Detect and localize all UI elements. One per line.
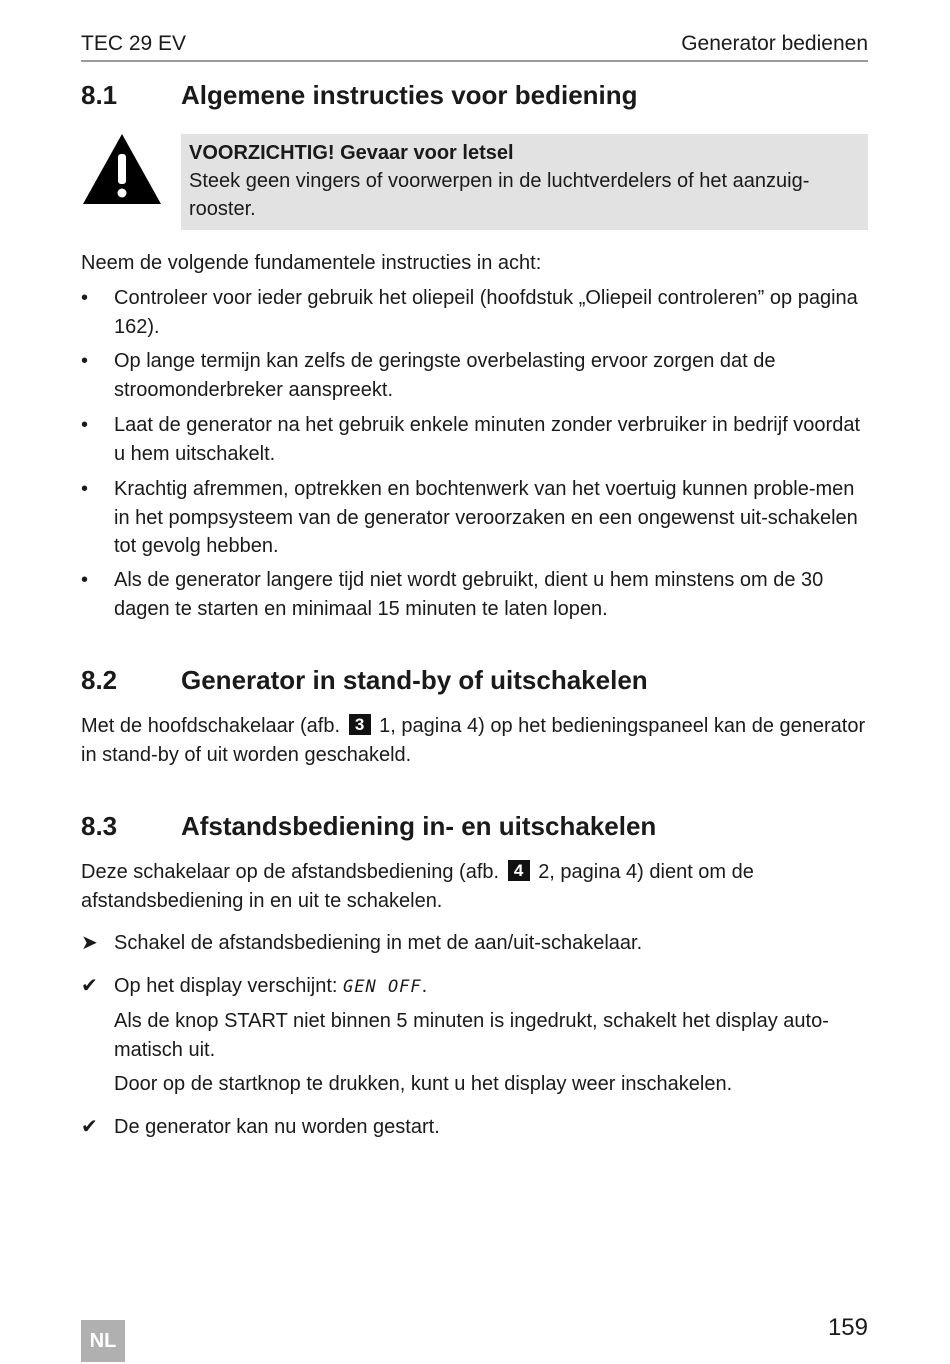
checkmark-icon: ✔ bbox=[81, 1116, 98, 1138]
paragraph-text: 1, pagina 4) op het bedieningspaneel kan de generator in stand-by of uit worden geschakeld. bbox=[81, 715, 866, 766]
paragraph-text: 2, pagina 4) dient om de afstandsbediening in en uit te schakelen. bbox=[81, 861, 754, 912]
standby-paragraph bbox=[81, 712, 868, 769]
caution-title: VOORZICHTIG! Gevaar voor letsel bbox=[189, 142, 514, 164]
instructions-intro: Neem de volgende fundamentele instructies in acht: bbox=[81, 252, 542, 274]
result-text: De generator kan nu worden gestart. bbox=[114, 1116, 440, 1138]
paragraph-text: Met de hoofdschakelaar (afb. bbox=[81, 715, 341, 737]
result-item bbox=[81, 1113, 868, 1142]
list-item bbox=[81, 284, 868, 341]
figure-reference: 3 bbox=[349, 714, 371, 735]
figure-reference: 4 bbox=[508, 860, 530, 881]
page-number: 159 bbox=[827, 1314, 868, 1341]
result-note bbox=[81, 1070, 868, 1099]
remote-paragraph bbox=[81, 858, 868, 915]
step-text: Schakel de afstandsbediening in met de aan/uit-schakelaar. bbox=[114, 932, 643, 954]
bullet-mark: • bbox=[81, 478, 89, 500]
display-readout: GEN OFF bbox=[343, 977, 422, 997]
bullet-mark: • bbox=[81, 569, 89, 591]
action-step bbox=[81, 929, 868, 958]
section-title: Afstandsbediening in- en uitschakelen bbox=[181, 811, 657, 841]
bullet-mark: • bbox=[81, 287, 89, 309]
list-item bbox=[81, 411, 868, 468]
warning-triangle-icon bbox=[81, 132, 163, 206]
running-header bbox=[81, 30, 868, 62]
language-badge: NL bbox=[81, 1320, 125, 1362]
checkmark-icon: ✔ bbox=[81, 975, 98, 997]
note-text: Als de knop START niet binnen 5 minuten is ingedrukt, schakelt het display auto-matisch uit. bbox=[114, 1010, 829, 1061]
result-text bbox=[114, 972, 868, 1002]
caution-text-line-2: rooster. bbox=[189, 198, 256, 220]
bullet-mark: • bbox=[81, 414, 89, 436]
section-title: Algemene instructies voor bediening bbox=[181, 80, 638, 110]
result-label: Op het display verschijnt: bbox=[114, 975, 338, 997]
section-title: Generator in stand-by of uitschakelen bbox=[181, 665, 648, 695]
arrow-step-icon: ➤ bbox=[81, 932, 98, 954]
result-punctuation: . bbox=[421, 975, 428, 997]
bullet-mark: • bbox=[81, 350, 89, 372]
list-item-text: Op lange termijn kan zelfs de geringste overbelasting ervoor zorgen dat de stroomonderbreker aanspreekt. bbox=[114, 350, 776, 401]
list-item-text: Als de generator langere tijd niet wordt gebruikt, dient u hem minstens om de 30 dagen te starten en minimaal 15 minuten te laten lopen. bbox=[114, 569, 824, 620]
list-item-text: Controleer voor ieder gebruik het oliepeil (hoofdstuk „Oliepeil controleren” op pagina 162). bbox=[114, 287, 858, 338]
result-note bbox=[81, 1007, 868, 1064]
paragraph-text: Deze schakelaar op de afstandsbediening (afb. bbox=[81, 861, 500, 883]
section-number: 8.3 bbox=[81, 811, 118, 841]
list-item-text: Krachtig afremmen, optrekken en bochtenwerk van het voertuig kunnen proble-men in het pompsysteem van de generator veroorzaken en een ongewenst uit-schakelen tot gevolg hebben. bbox=[114, 478, 858, 557]
caution-notice bbox=[181, 134, 868, 230]
caution-text-line-1: Steek geen vingers of voorwerpen in de luchtverdelers of het aanzuig- bbox=[189, 170, 810, 192]
header-model: TEC 29 EV bbox=[81, 32, 187, 55]
list-item bbox=[81, 475, 868, 561]
note-text: Door op de startknop te drukken, kunt u het display weer inschakelen. bbox=[114, 1073, 733, 1095]
section-number: 8.1 bbox=[81, 80, 118, 110]
header-chapter: Generator bedienen bbox=[681, 32, 868, 55]
section-number: 8.2 bbox=[81, 665, 118, 695]
result-item bbox=[81, 972, 868, 1002]
list-item bbox=[81, 347, 868, 404]
list-item-text: Laat de generator na het gebruik enkele minuten zonder verbruiker in bedrijf voordat u hem uitschakelt. bbox=[114, 414, 861, 465]
list-item bbox=[81, 566, 868, 623]
